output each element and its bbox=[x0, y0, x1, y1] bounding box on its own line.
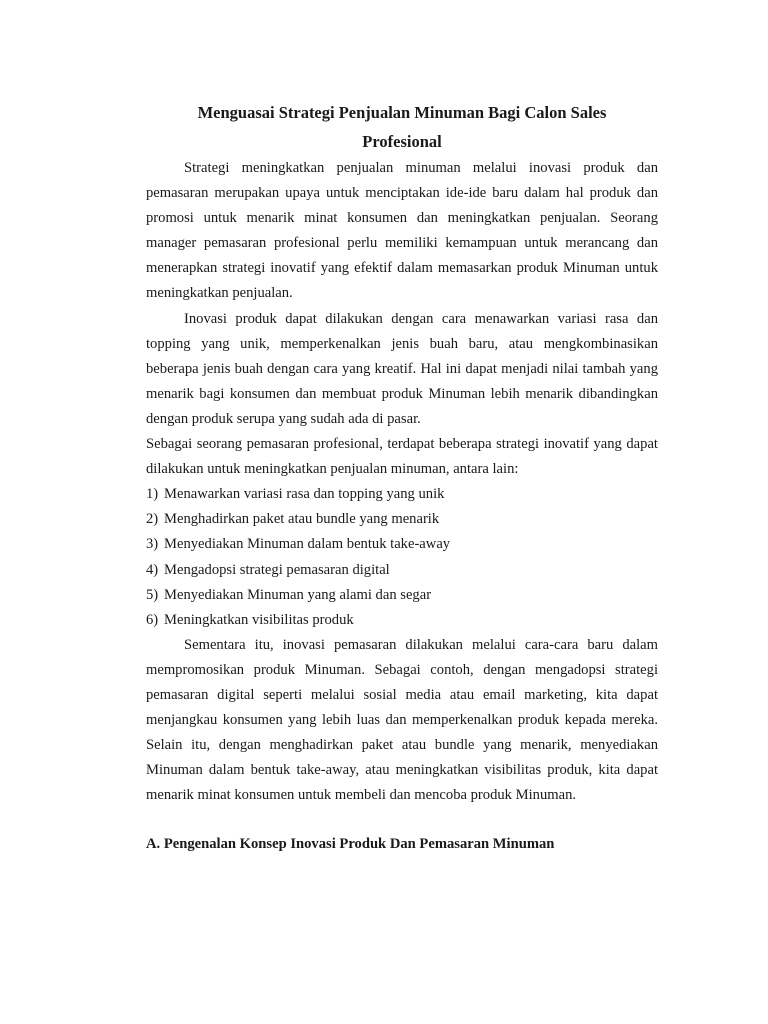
list-item-text: Menghadirkan paket atau bundle yang menarik bbox=[164, 511, 440, 528]
paragraph-strategy-intro: Sebagai seorang pemasaran profesional, terdapat beberapa strategi inovatif yang dapat dilakukan untuk meningkatkan penjualan minuman, antara lain: bbox=[146, 436, 658, 478]
list-item-number: 4) bbox=[146, 561, 159, 578]
list-item-text: Meningkatkan visibilitas produk bbox=[164, 611, 354, 628]
strategy-list bbox=[146, 482, 658, 633]
list-item-text: Menyediakan Minuman dalam bentuk take-away bbox=[164, 536, 451, 553]
list-item bbox=[146, 608, 658, 633]
paragraph-intro: Strategi meningkatkan penjualan minuman melalui inovasi produk dan pemasaran merupakan upaya untuk menciptakan ide-ide baru dalam hal produk dan promosi untuk menarik minat konsumen dan meningkatkan penjualan. Seorang manager pemasaran profesional perlu memiliki kemampuan untuk merancang dan menerapkan strategi inovatif yang efektif dalam memasarkan produk Minuman untuk meningkatkan penjualan. bbox=[146, 160, 658, 302]
paragraph-closing: Sementara itu, inovasi pemasaran dilakukan melalui cara-cara baru dalam mempromosikan produk Minuman. Sebagai contoh, dengan mengadopsi strategi pemasaran digital seperti melalui sosial media atau email marketing, kita dapat menjangkau konsumen yang lebih luas dan memperkenalkan produk kepada mereka. Selain itu, dengan menghadirkan paket atau bundle yang menarik, menyediakan Minuman dalam bentuk take-away, atau meningkatkan visibilitas produk, kita dapat menarik minat konsumen untuk membeli dan mencoba produk Minuman. bbox=[146, 636, 658, 804]
list-item bbox=[146, 507, 658, 532]
list-item-text: Mengadopsi strategi pemasaran digital bbox=[164, 561, 390, 578]
list-item bbox=[146, 532, 658, 557]
document-title: Menguasai Strategi Penjualan Minuman Bagi Calon Sales Profesional bbox=[197, 103, 607, 151]
list-item-number: 5) bbox=[146, 586, 159, 603]
list-item-number: 1) bbox=[146, 486, 159, 503]
list-item bbox=[146, 583, 658, 608]
list-item-text: Menyediakan Minuman yang alami dan segar bbox=[164, 586, 432, 603]
list-item-text: Menawarkan variasi rasa dan topping yang unik bbox=[164, 486, 445, 503]
list-item bbox=[146, 482, 658, 507]
section-heading: A. Pengenalan Konsep Inovasi Produk Dan Pemasaran Minuman bbox=[146, 836, 555, 853]
list-item-number: 2) bbox=[146, 511, 159, 528]
list-item-number: 3) bbox=[146, 536, 159, 553]
list-item bbox=[146, 558, 658, 583]
paragraph-product-innovation: Inovasi produk dapat dilakukan dengan cara menawarkan variasi rasa dan topping yang unik, memperkenalkan jenis buah baru, atau mengkombinasikan beberapa jenis buah dengan cara yang kreatif. Hal ini dapat menjadi nilai tambah yang menarik bagi konsumen dan membuat produk Minuman lebih menarik dibandingkan dengan produk serupa yang sudah ada di pasar. bbox=[146, 310, 658, 427]
list-item-number: 6) bbox=[146, 611, 159, 628]
document-page bbox=[146, 98, 658, 858]
